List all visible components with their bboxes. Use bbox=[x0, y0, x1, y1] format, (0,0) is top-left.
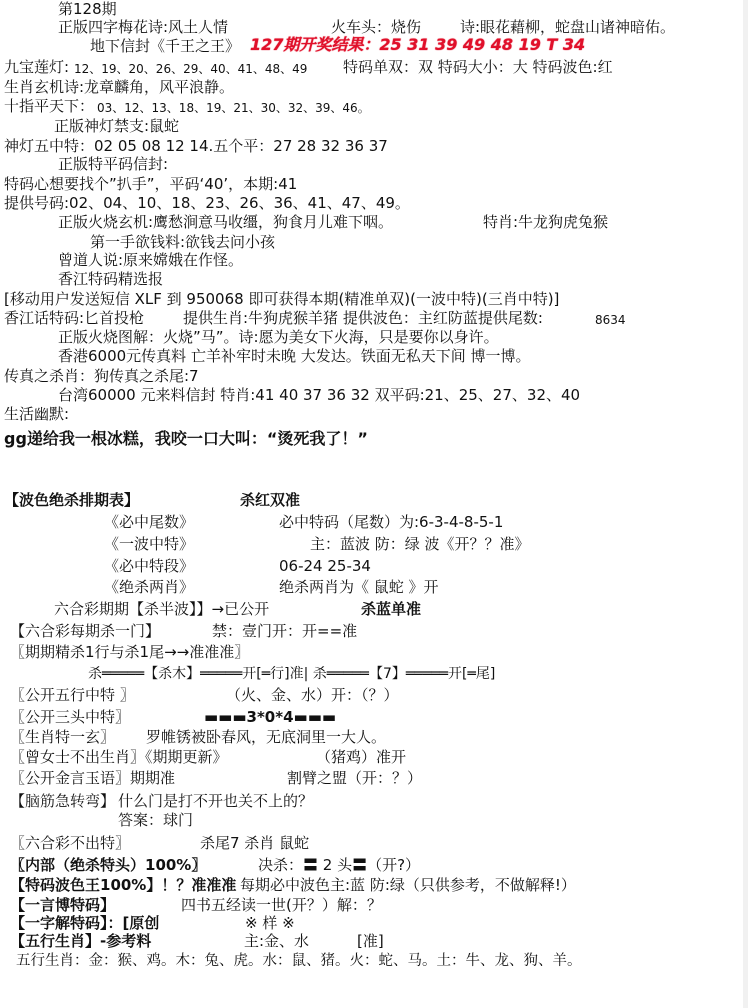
kill-red: 杀红双准 bbox=[240, 491, 301, 509]
three-heads-value: ▬▬▬3*0*4▬▬▬ bbox=[204, 708, 337, 726]
fire-mystery: 正版火烧玄机:鹰愁涧意马收缰，狗食月儿难下咽。 bbox=[58, 213, 394, 231]
half-wave-label: 六合彩期期【杀半波】】→已公开 bbox=[54, 600, 270, 618]
ten-fingers-label: 十指平天下： bbox=[4, 97, 95, 115]
poem-line: 诗:眼花藉柳，蛇盘山诸神暗佑。 bbox=[460, 18, 676, 36]
one-wave-value: 主：蓝波 防：绿 波《开？？准》 bbox=[310, 535, 530, 553]
kill-door-label: 【六合彩每期杀一门】 bbox=[10, 622, 161, 640]
kill-bar-line: 杀═════【杀木】═════开[═行]准| 杀═════【7】═════开[═尾] bbox=[88, 666, 496, 682]
must-segment-value: 06-24 25-34 bbox=[279, 557, 371, 575]
provided-numbers: 提供号码:02、04、10、18、23、26、36、41、47、49。 bbox=[4, 194, 410, 212]
plum-poem-label: 正版四字梅花诗:风土人情 bbox=[58, 18, 229, 36]
issue-number: 第128期 bbox=[58, 0, 117, 18]
wave-king-label: 【特码波色王100%】！？准准准 bbox=[10, 876, 237, 894]
kill-two-label: 《绝杀两肖》 bbox=[104, 578, 195, 596]
inner-kill-label: 〖内部（绝杀特头）100%〗 bbox=[10, 856, 207, 874]
must-segment-label: 《必中特段》 bbox=[104, 557, 195, 575]
hk-fax: 香港6000元传真料 亡羊补牢时未晚 大发达。铁面无私天下间 博一博。 bbox=[58, 347, 531, 365]
wave-kill-table: 【波色绝杀排期表】 bbox=[4, 491, 140, 509]
fire-illustration: 正版火烧图解：火烧”马”。诗:愿为美女下火海，只是要你以身许。 bbox=[58, 328, 499, 346]
sms-promo: [移动用户发送短信 XLF 到 950068 即可获得本期(精准单双)(一波中特)(三肖中特)] bbox=[4, 290, 560, 308]
five-elements-value: （火、金、水）开：（？） bbox=[226, 686, 399, 704]
taoist-says: 曾道人说:原来嫦娥在作怪。 bbox=[58, 251, 244, 269]
must-tail-label: 《必中尾数》 bbox=[104, 513, 195, 531]
taiwan-envelope: 台湾60000 元来料信封 特肖:41 40 37 36 32 双平码:21、25、27、32、40 bbox=[58, 386, 581, 404]
draw-result: 127期开奖结果：25 31 39 49 48 19 T 34 bbox=[250, 35, 586, 54]
one-word-label: 【一言博特码】 bbox=[10, 896, 116, 914]
no-special-label: 〖六合彩不出特〗 bbox=[10, 834, 131, 852]
lotus-lamp-label: 九宝莲灯: bbox=[4, 58, 70, 76]
first-hand: 第一手欲钱料:欲钱去问小孩 bbox=[90, 233, 276, 251]
five-zodiac-list: 五行生肖：金：猴、鸡。木：兔、虎。水：鼠、猪。火：蛇、马。土：牛、龙、狗、羊。 bbox=[16, 953, 582, 969]
five-zodiac-main: 主:金、水 bbox=[244, 932, 310, 950]
kill-door-value: 禁：壹门开：开==准 bbox=[212, 622, 358, 640]
must-tail-value: 必中特码（尾数）为:6-3-4-8-5-1 bbox=[279, 513, 504, 531]
zodiac-mystery-poem: 罗帷锈被卧春风，无底洞里一大人。 bbox=[146, 728, 387, 746]
lamp-forbidden: 正版神灯禁支:鼠蛇 bbox=[54, 117, 180, 135]
one-char-value: ※ 样 ※ bbox=[245, 914, 295, 932]
brain-teaser-question: 什么门是打不开也关不上的？ bbox=[118, 792, 314, 810]
kill-element-tail: 〖期期精杀1行与杀1尾→→准准准〗 bbox=[10, 643, 250, 661]
secret-envelope: 地下信封《千王之王》 bbox=[90, 37, 241, 55]
special-attributes: 特码单双：双 特码大小：大 特码波色:红 bbox=[343, 58, 613, 76]
tail-numbers: 8634 bbox=[595, 313, 626, 327]
train-head: 火车头：烧伤 bbox=[331, 18, 422, 36]
special-code-riddle: 特码心想要找个”扒手”，平码‘40’，本期:41 bbox=[4, 175, 298, 193]
provided-zodiacs: 提供生肖:牛狗虎猴羊猪 提供波色：主红防蓝提供尾数: bbox=[183, 309, 543, 327]
fax-kill: 传真之杀肖：狗传真之杀尾:7 bbox=[4, 367, 199, 385]
wave-king-value: 每期必中波色主:蓝 防:绿（只供参考，不做解释!） bbox=[240, 876, 576, 894]
hongkong-report: 香江特码精选报 bbox=[58, 270, 164, 288]
madam-zeng-value: （猪鸡）准开 bbox=[316, 748, 407, 766]
one-word-value: 四书五经读一世(开？）解：？ bbox=[181, 896, 382, 914]
five-zodiac-label: 【五行生肖】-参考料 bbox=[10, 932, 152, 950]
one-char-label: 【一字解特码】：[原创 bbox=[10, 914, 160, 932]
one-wave-label: 《一波中特》 bbox=[104, 535, 195, 553]
special-zodiacs: 特肖:牛龙狗虎兔猴 bbox=[483, 213, 609, 231]
zodiac-mystery-label: 〖生肖特一玄〗 bbox=[10, 728, 116, 746]
five-special: 神灯五中特：02 05 08 12 14.五个平：27 28 32 36 37 bbox=[4, 137, 388, 155]
inner-kill-value: 决杀：〓 2 头〓（开?） bbox=[258, 856, 421, 874]
humor-text: gg递给我一根冰糕，我咬一口大叫：“烫死我了！” bbox=[4, 429, 368, 448]
no-special-value: 杀尾7 杀肖 鼠蛇 bbox=[200, 834, 310, 852]
scrollbar-track[interactable] bbox=[743, 0, 748, 1008]
kill-two-value: 绝杀两肖为《 鼠蛇 》开 bbox=[279, 578, 439, 596]
ten-fingers-numbers: 03、12、13、18、19、21、30、32、39、46。 bbox=[97, 101, 370, 115]
golden-words-value: 割臂之盟（开：？） bbox=[287, 769, 423, 787]
zodiac-poem: 生肖玄机诗:龙章麟角，风平浪静。 bbox=[4, 78, 235, 96]
humor-label: 生活幽默: bbox=[4, 405, 70, 423]
flat-code-envelope: 正版特平码信封: bbox=[58, 155, 169, 173]
madam-zeng-label: 〖曾女士不出生肖〗《期期更新》 bbox=[10, 748, 228, 766]
brain-teaser-answer: 答案：球门 bbox=[118, 811, 194, 829]
five-zodiac-accurate: [准] bbox=[357, 932, 384, 950]
lotus-lamp-numbers: 12、19、20、26、29、40、41、48、49 bbox=[74, 62, 308, 76]
golden-words-label: 〖公开金言玉语〗期期准 bbox=[10, 769, 176, 787]
five-elements-label: 〖公开五行中特 〗 bbox=[10, 686, 135, 704]
brain-teaser-label: 【脑筋急转弯】 bbox=[10, 792, 116, 810]
river-talk: 香江话特码:匕首投枪 bbox=[4, 309, 145, 327]
three-heads-label: 〖公开三头中特〗 bbox=[10, 708, 131, 726]
kill-blue: 杀蓝单准 bbox=[361, 600, 422, 618]
